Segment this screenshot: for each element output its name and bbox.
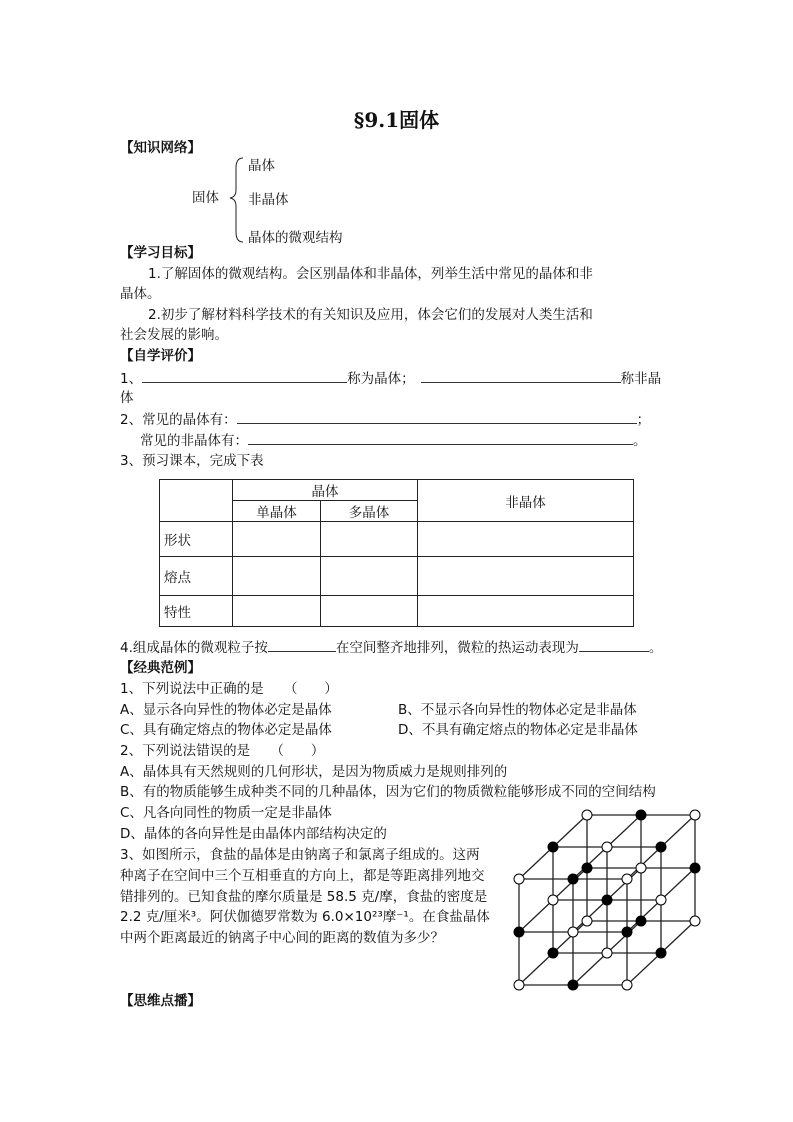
lattice-bond [627,900,661,932]
sodium-ion [690,810,700,820]
chloride-ion [548,948,558,958]
lattice-bond [661,868,695,900]
goal-text: 2.初步了解材料科学技术的有关知识及应用，体会它们的发展对人类生活和 [148,307,593,323]
q-text: 称非晶 [620,371,662,387]
example-2: 2、下列说法错误的是 （ ） [120,743,325,759]
row-label: 特性 [160,596,233,627]
lattice-bond [573,900,607,932]
lattice-bond [607,815,641,847]
network-branch: 晶体的微观结构 [248,230,343,246]
sodium-ion [622,980,632,990]
option: C、具有确定熔点的物体必定是晶体 [120,722,332,738]
goal-text: 1.了解固体的微观结构。会区别晶体和非晶体，列举生活中常见的晶体和非 [148,266,593,282]
lattice-bond [573,847,607,879]
chloride-ion [622,927,632,937]
sodium-ion [622,874,632,884]
chloride-ion [548,842,558,852]
lattice-bond [519,847,553,879]
lattice-bond [573,953,607,985]
sodium-ion [568,927,578,937]
chloride-ion [514,927,524,937]
section-goals: 【学习目标】 [120,245,201,261]
q-text: 在空间整齐地排列，微粒的热运动表现为 [335,640,579,656]
q-text: 2、常见的晶体有： [120,412,237,428]
q-text: ； [636,412,651,428]
chloride-ion [636,916,646,926]
example-3-text: 中两个距离最近的钠离子中心间的距离的数值为多少？ [120,930,444,946]
table-header: 晶体 [233,480,418,501]
q-text: 称为晶体； [347,371,415,387]
option: A、晶体具有天然规则的几何形状，是因为物质威力是规则排列的 [120,764,508,780]
example-1: 1、下列说法中正确的是 （ ） [120,681,338,697]
section-examples: 【经典范例】 [120,660,201,676]
q-text: 。 [648,640,663,656]
row-label: 形状 [160,522,233,557]
example-3-text: 错排列的。已知食盐的摩尔质量是 58.5 克/摩，食盐的密度是 [120,889,488,905]
q-text: 体 [120,390,134,406]
q-prefix: 1、 [120,371,143,387]
option: A、显示各向异性的物体必定是晶体 [120,702,332,718]
sodium-ion [514,980,524,990]
sodium-ion [548,895,558,905]
table-header: 非晶体 [418,480,634,522]
chloride-ion [636,810,646,820]
lattice-bond [607,921,641,953]
option: D、不具有确定熔点的物体必定是非晶体 [398,722,638,738]
chloride-ion [690,863,700,873]
option: C、凡各向同性的物质一定是非晶体 [120,805,332,821]
chloride-ion [582,863,592,873]
q-text: 4.组成晶体的微观粒子按 [120,640,268,656]
example-3-text: 种离子在空间中三个互相垂直的方向上，都是等距离排列地交 [120,868,485,884]
q-text: 。 [633,433,647,449]
sodium-ion [602,842,612,852]
sodium-ion [656,895,666,905]
network-branch: 晶体 [248,158,275,174]
goal-text: 晶体。 [120,286,161,302]
table-header: 单晶体 [233,501,321,522]
lattice-bond [519,953,553,985]
chloride-ion [568,874,578,884]
lattice-bond [553,815,587,847]
lattice-bond [661,921,695,953]
chloride-ion [656,842,666,852]
sodium-ion [602,948,612,958]
sodium-ion [582,916,592,926]
chloride-ion [656,948,666,958]
option: B、有的物质能够生成种类不同的几种晶体，因为它们的物质微粒能够形成不同的空间结构 [120,784,656,800]
sodium-ion [582,810,592,820]
section-thinking: 【思维点播】 [120,993,201,1009]
lattice-bond [627,953,661,985]
lattice-bond [519,900,553,932]
sodium-ion [636,863,646,873]
option: D、晶体的各向异性是由晶体内部结构决定的 [120,826,387,842]
example-3-text: 3、如图所示，食盐的晶体是由钠离子和氯离子组成的。这两 [120,847,480,863]
lattice-bond [627,847,661,879]
sodium-ion [690,916,700,926]
page-title: §9.1固体 [353,108,440,132]
lattice-bond [553,921,587,953]
chloride-ion [602,895,612,905]
goal-text: 社会发展的影响。 [120,327,228,343]
network-root: 固体 [192,190,219,206]
chloride-ion [568,980,578,990]
option: B、不显示各向异性的物体必定是非晶体 [398,702,637,718]
lattice-bond [607,868,641,900]
lattice-bond [661,815,695,847]
lattice-bond [553,868,587,900]
section-knowledge-network: 【知识网络】 [120,140,201,156]
sodium-ion [514,874,524,884]
table-header: 多晶体 [321,501,418,522]
section-self-assessment: 【自学评价】 [120,348,201,364]
question-3: 3、预习课本，完成下表 [120,453,264,469]
q-text: 常见的非晶体有： [140,433,248,449]
network-branch: 非晶体 [248,192,289,208]
row-label: 熔点 [160,557,233,596]
example-3-text: 2.2 克/厘米³。阿伏伽德罗常数为 6.0×10²³摩⁻¹。在食盐晶体 [120,909,490,925]
